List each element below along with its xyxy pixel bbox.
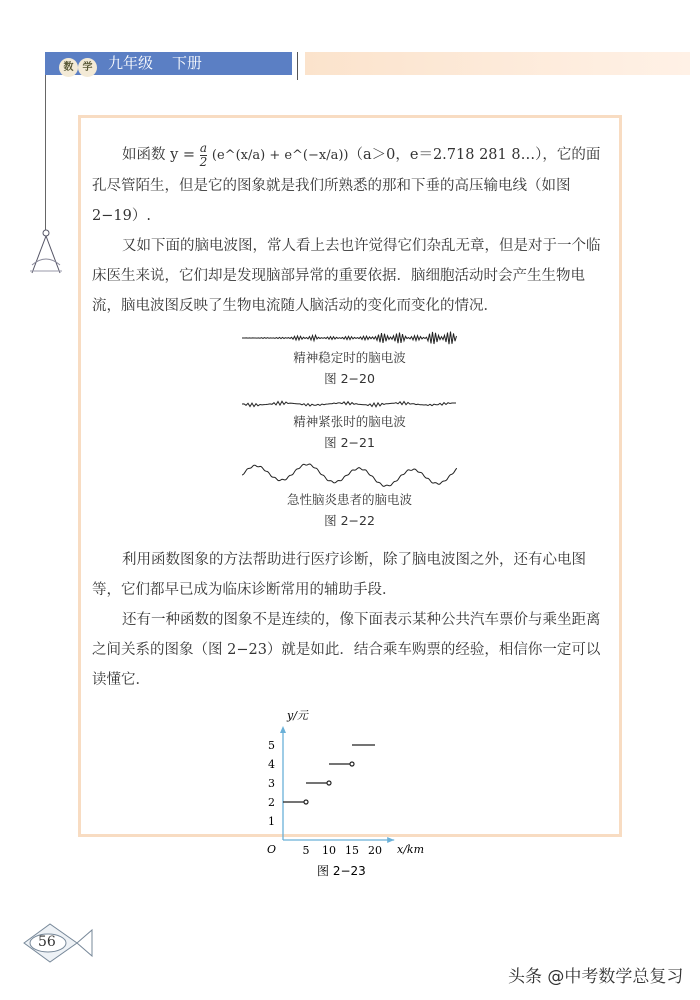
- figure-label: 图 2−21: [324, 435, 375, 450]
- figure-caption: 急性脑炎患者的脑电波: [286, 492, 412, 507]
- figure-2-22: [92, 461, 607, 531]
- eeg-wave-stable: [242, 329, 457, 347]
- eeg-wave-encephalitis: [242, 461, 457, 489]
- divider: [297, 52, 298, 80]
- endpoint-circle: [327, 781, 331, 785]
- header-bar: [45, 52, 292, 75]
- x-tick-label: 10: [321, 844, 336, 857]
- x-axis-label: x/km: [396, 843, 424, 856]
- volume: 下册: [172, 54, 203, 72]
- y-tick-label: 5: [267, 739, 275, 752]
- chart-container: [92, 705, 607, 880]
- fish-icon: [22, 922, 97, 964]
- endpoint-circle: [304, 800, 308, 804]
- figure-caption: 精神稳定时的脑电波: [293, 350, 406, 365]
- origin-label: O: [266, 843, 276, 856]
- x-axis-arrow: [387, 837, 394, 843]
- chart-title: 图 2−23: [316, 864, 366, 878]
- figure-caption: 精神紧张时的脑电波: [293, 414, 406, 429]
- header-band: [305, 52, 690, 75]
- figure-2-21: [92, 397, 607, 453]
- y-axis-arrow: [280, 726, 286, 733]
- y-tick-label: 1: [267, 815, 275, 828]
- figure-label: 图 2−20: [324, 371, 375, 386]
- watermark: 头条 @中考数学总复习: [508, 967, 684, 987]
- paragraph-1: 如函数 $y = \frac{a}{2}$ (e^(x/a) + e^(−x/a))（a＞0，e＝2.718 281 8…），它的面孔尽管陌生，但是它的图象就是我们所熟悉的那和下垂的高压输电线（如图2−19）.: [92, 140, 601, 224]
- y-tick-label: 3: [267, 777, 275, 790]
- y-axis-label: y/元: [286, 709, 308, 722]
- eeg-wave-tense: [242, 397, 457, 411]
- grade: 九年级: [108, 54, 154, 72]
- figure-label: 图 2−22: [324, 513, 375, 528]
- y-tick-label: 2: [267, 796, 275, 809]
- content-column: [92, 140, 607, 880]
- x-tick-label: 15: [344, 844, 359, 857]
- x-tick-label: 20: [367, 844, 382, 857]
- subject-logo: 数 学: [59, 54, 99, 73]
- x-tick-label: 5: [302, 844, 309, 857]
- endpoint-circle: [350, 762, 354, 766]
- fare-step-chart: [255, 705, 445, 880]
- paragraph-2: 又如下面的脑电波图，常人看上去也许觉得它们杂乱无章，但是对于一个临床医生来说，它们却是发现脑部异常的重要依据．脑细胞活动时会产生生物电流，脑电波图反映了生物电流随人脑活动的变化而变化的情况．: [92, 238, 601, 314]
- y-tick-label: 4: [267, 758, 275, 771]
- paragraph-4: 还有一种函数的图象不是连续的，像下面表示某种公共汽车票价与乘坐距离之间关系的图象（图 2−23）就是如此．结合乘车购票的经验，相信你一定可以读懂它．: [92, 612, 601, 688]
- figure-2-20: [92, 329, 607, 389]
- compass-icon: [28, 225, 64, 275]
- page-number-badge: [22, 922, 97, 964]
- paragraph-3: 利用函数图象的方法帮助进行医疗诊断，除了脑电波图之外，还有心电图等，它们都早已成为临床诊断常用的辅助手段．: [92, 552, 586, 598]
- margin-line: [45, 75, 46, 230]
- page-number: 56: [38, 934, 56, 950]
